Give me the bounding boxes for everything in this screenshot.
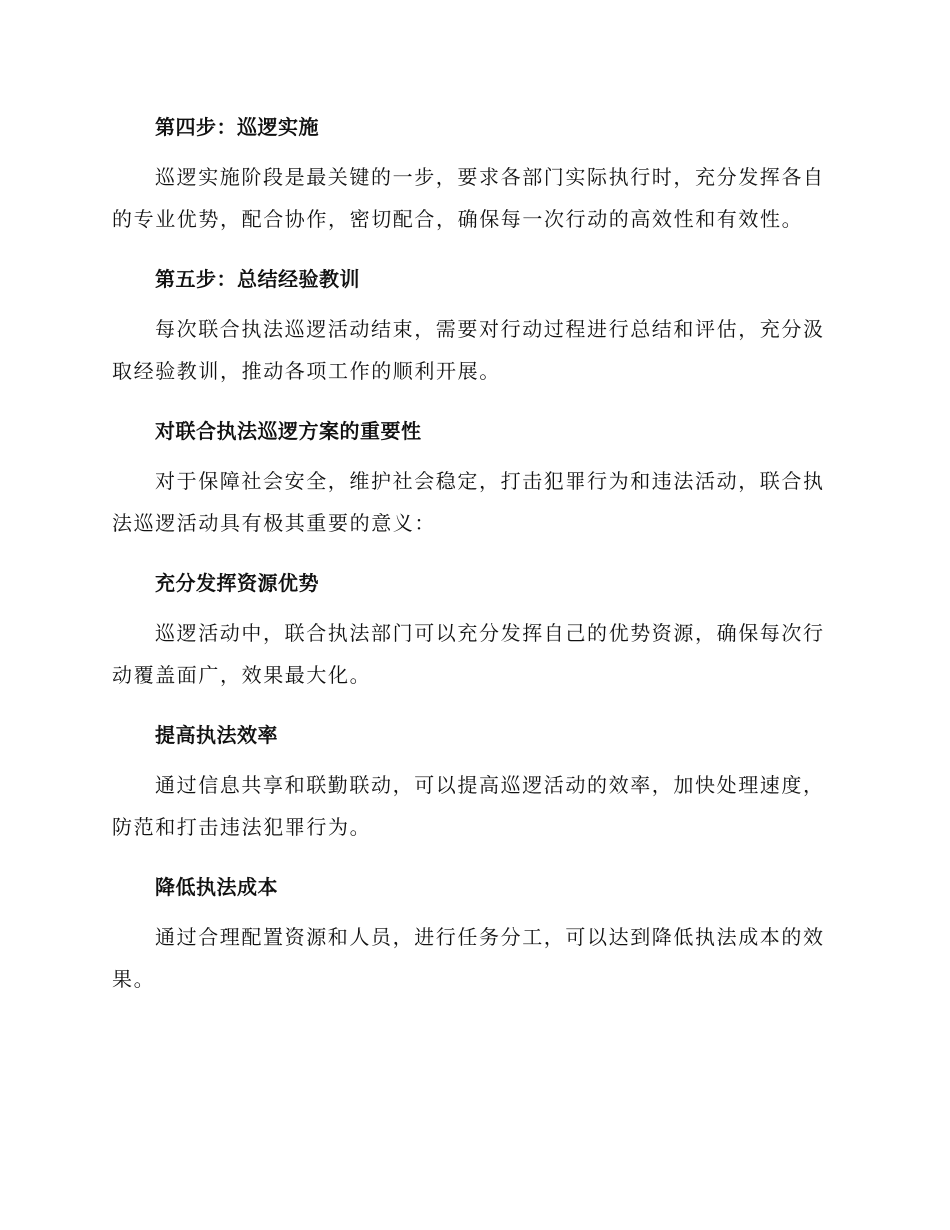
section-heading-step-four: 第四步：巡逻实施 [155, 115, 319, 139]
section-paragraph-step-four: 巡逻实施阶段是最关键的一步，要求各部门实际执行时，充分发挥各自的专业优势，配合协作，密切配合，确保每一次行动的高效性和有效性。 [112, 165, 825, 231]
section-heading-efficiency: 提高执法效率 [155, 723, 278, 747]
section-heading-cost: 降低执法成本 [155, 875, 278, 899]
section-heading-step-five: 第五步：总结经验教训 [155, 267, 360, 291]
section-paragraph-resource-advantage: 巡逻活动中，联合执法部门可以充分发挥自己的优势资源，确保每次行动覆盖面广，效果最大化。 [112, 621, 825, 687]
section-paragraph-step-five: 每次联合执法巡逻活动结束，需要对行动过程进行总结和评估，充分汲取经验教训，推动各项工作的顺利开展。 [112, 317, 825, 383]
section-heading-resource-advantage: 充分发挥资源优势 [155, 571, 319, 595]
document-content [112, 106, 832, 1018]
section-paragraph-efficiency: 通过信息共享和联勤联动，可以提高巡逻活动的效率，加快处理速度，防范和打击违法犯罪行为。 [112, 773, 825, 839]
section-paragraph-cost: 通过合理配置资源和人员，进行任务分工，可以达到降低执法成本的效果。 [112, 925, 825, 991]
section-heading-importance: 对联合执法巡逻方案的重要性 [155, 419, 422, 443]
section-paragraph-importance: 对于保障社会安全，维护社会稳定，打击犯罪行为和违法活动，联合执法巡逻活动具有极其重要的意义： [112, 469, 825, 535]
